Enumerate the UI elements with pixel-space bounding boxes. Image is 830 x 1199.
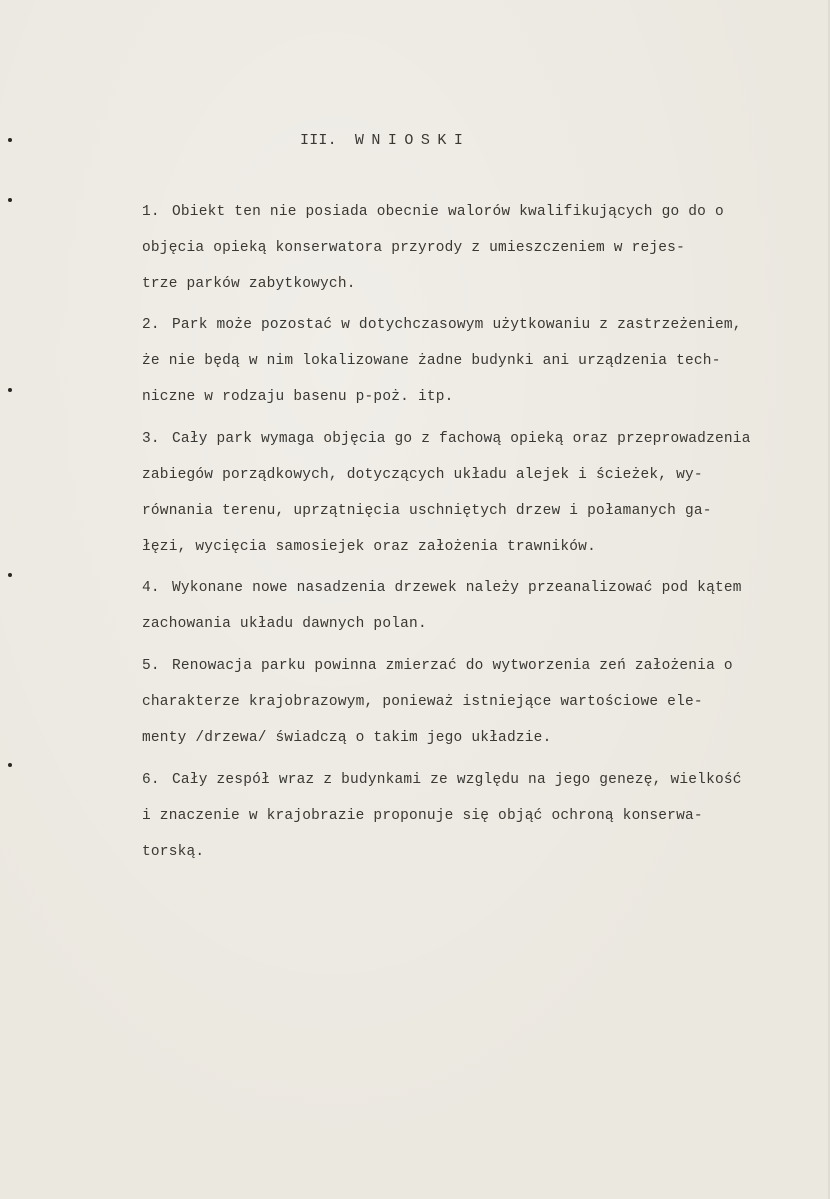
item-line: charakterze krajobrazowym, ponieważ istniejące wartościowe ele- [142, 694, 703, 710]
item-line: że nie będą w nim lokalizowane żadne budynki ani urządzenia tech- [142, 353, 721, 369]
binder-hole-mark [8, 573, 12, 577]
item-line: Obiekt ten nie posiada obecnie walorów kwalifikujących go do o [172, 204, 724, 220]
item-line: łęzi, wycięcia samosiejek oraz założenia trawników. [142, 539, 596, 555]
item-line: zabiegów porządkowych, dotyczących układu alejek i ścieżek, wy- [142, 467, 703, 483]
binder-hole-mark [8, 138, 12, 142]
item-line: trze parków zabytkowych. [142, 276, 356, 292]
item-number: 6. [142, 772, 160, 788]
item-line: Renowacja parku powinna zmierzać do wytworzenia zeń założenia o [172, 658, 733, 674]
section-numeral: III. [300, 132, 337, 149]
item-line: objęcia opieką konserwatora przyrody z umieszczeniem w rejes- [142, 240, 685, 256]
binder-hole-mark [8, 763, 12, 767]
item-line: Wykonane nowe nasadzenia drzewek należy przeanalizować pod kątem [172, 580, 742, 596]
item-number: 2. [142, 317, 160, 333]
item-number: 1. [142, 204, 160, 220]
item-number: 3. [142, 431, 160, 447]
section-title: WNIOSKI [354, 132, 471, 149]
item-number: 4. [142, 580, 160, 596]
item-line: zachowania układu dawnych polan. [142, 616, 427, 632]
section-heading [300, 132, 470, 149]
item-line: Cały zespół wraz z budynkami ze względu na jego genezę, wielkość [172, 772, 742, 788]
item-line: Park może pozostać w dotychczasowym użytkowaniu z zastrzeżeniem, [172, 317, 742, 333]
item-line: menty /drzewa/ świadczą o takim jego układzie. [142, 730, 552, 746]
item-number: 5. [142, 658, 160, 674]
item-line: niczne w rodzaju basenu p-poż. itp. [142, 389, 454, 405]
item-line: i znaczenie w krajobrazie proponuje się objąć ochroną konserwa- [142, 808, 703, 824]
item-line: torską. [142, 844, 205, 860]
binder-hole-mark [8, 388, 12, 392]
binder-hole-mark [8, 198, 12, 202]
item-line: Cały park wymaga objęcia go z fachową opieką oraz przeprowadzenia [172, 431, 751, 447]
item-line: równania terenu, uprzątnięcia uschniętych drzew i połamanych ga- [142, 503, 712, 519]
